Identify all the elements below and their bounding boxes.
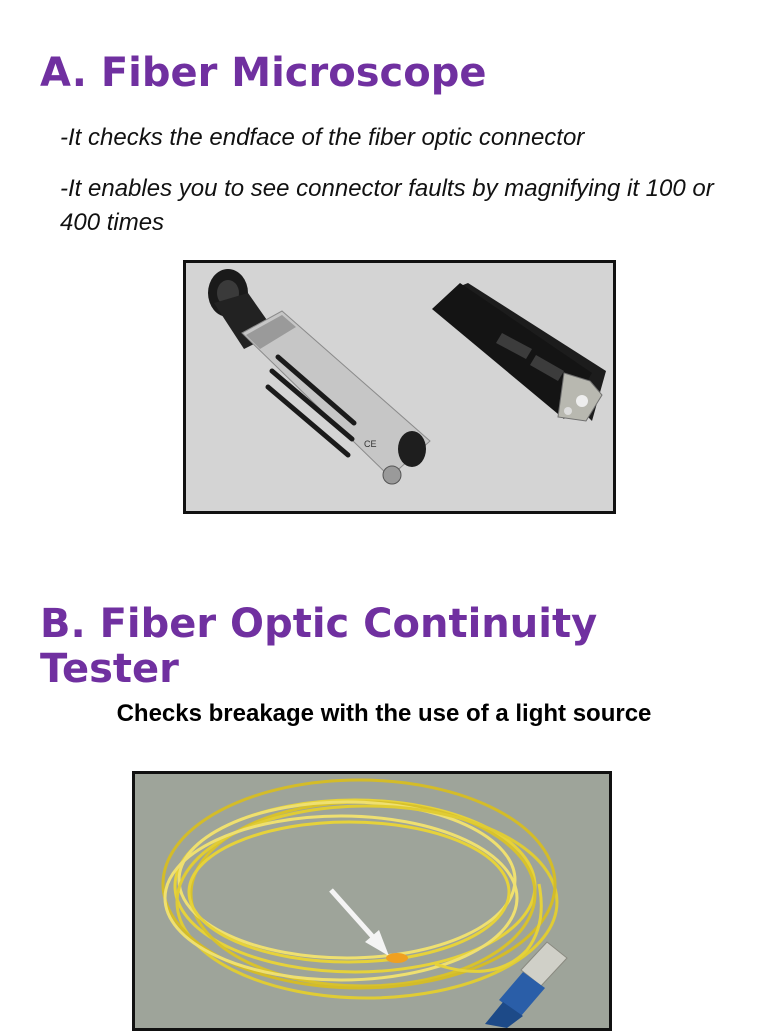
svg-text:CE: CE [364,439,377,449]
section-b-subtitle: Checks breakage with the use of a light source [116,700,652,727]
fiber-microscope-photo [183,260,616,514]
pocket-microscope-image [432,283,606,421]
section-a-heading: A. Fiber Microscope [40,50,487,96]
pen-microscope-image [208,269,430,484]
section-a-bullet: -It enables you to see connector faults by magnifying it 100 or 400 times [60,175,714,236]
continuity-tester-photo [132,771,612,1031]
fiber-cable-coil-image [163,780,557,998]
section-a-bullet: -It checks the endface of the fiber optic connector [60,124,585,151]
break-indicator-arrow-icon [331,890,408,963]
section-b-heading: B. Fiber Optic Continuity Tester [40,601,598,692]
